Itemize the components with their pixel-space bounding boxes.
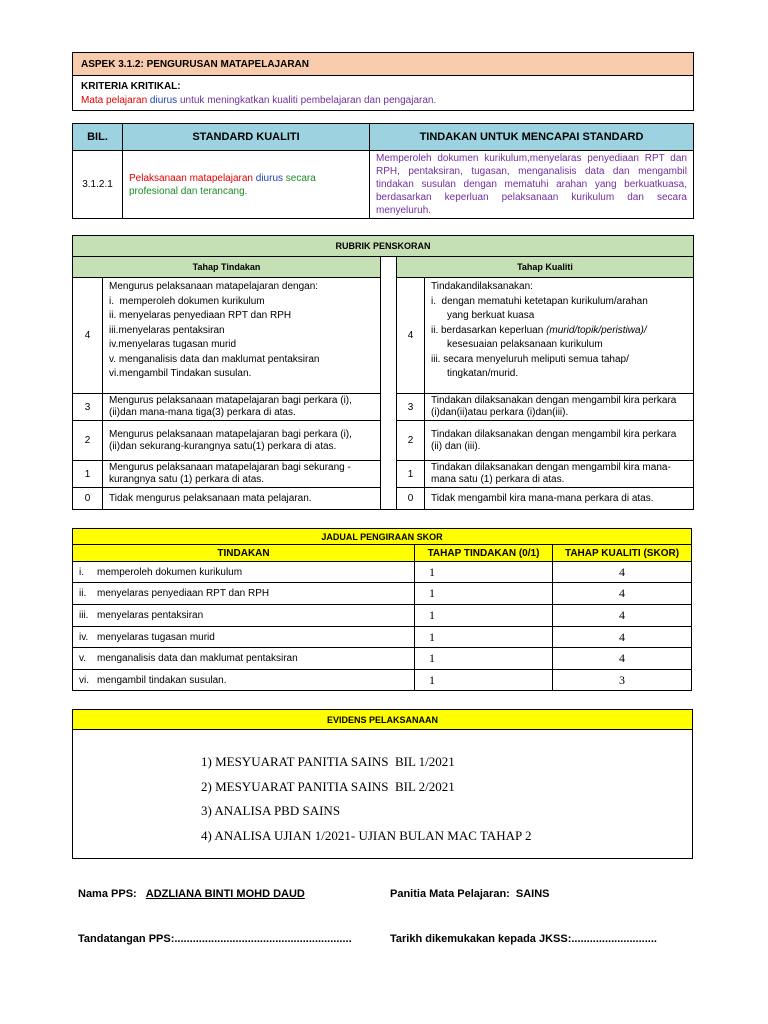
jadual-kualiti-value: 4 — [553, 562, 692, 583]
rubrik-kualiti-item: kesesuaian pelaksanaan kurikulum — [447, 339, 603, 350]
evidens-item: 2) MESYUARAT PANITIA SAINS BIL 2/2021 — [201, 778, 455, 794]
rubrik-score: 4 — [73, 278, 103, 394]
jadual-kualiti-value: 3 — [553, 670, 692, 691]
rubrik-col-kualiti: Tahap Kualiti — [397, 257, 694, 278]
jadual-row — [73, 627, 692, 648]
standard-bil: 3.1.2.1 — [73, 151, 123, 219]
jadual-kualiti-value: 4 — [553, 648, 692, 670]
standard-text — [123, 151, 370, 219]
rubrik-score: 2 — [397, 421, 425, 461]
jadual-num: ii. — [79, 588, 87, 599]
jadual-label: menganalisis data dan maklumat pentaksiran — [97, 653, 298, 664]
rubrik-kualiti-italic: (murid/topik/peristiwa)/ — [543, 324, 647, 336]
header-bil: BIL. — [73, 124, 123, 151]
jadual-kualiti-value: 4 — [553, 627, 692, 648]
jadual-title: JADUAL PENGIRAAN SKOR — [73, 529, 692, 545]
rubrik-kualiti-item: i. dengan mematuhi ketetapan kurikulum/arahan — [431, 295, 648, 307]
rubrik-kualiti-intro: Tindakandilaksanakan: — [431, 281, 533, 292]
evidens-title: EVIDENS PELAKSANAAN — [73, 710, 693, 730]
jadual-num: vi. — [79, 674, 89, 686]
jadual-tindakan-value: 1 — [415, 627, 553, 648]
tandatangan-pps: Tandatangan PPS:.......................................................... — [78, 933, 352, 945]
jadual-row — [73, 605, 692, 627]
jadual-header-tahap-kualiti: TAHAP KUALITI (SKOR) — [553, 545, 692, 562]
kriteria-cell — [73, 76, 694, 111]
header-standard: STANDARD KUALITI — [123, 124, 370, 151]
standard-table — [72, 123, 694, 219]
standard-part2: diurus — [252, 172, 286, 184]
jadual-tindakan-value: 1 — [415, 648, 553, 670]
rubrik-score: 4 — [397, 278, 425, 394]
rubrik-tindakan-item: vi.mengambil Tindakan susulan. — [109, 368, 252, 379]
standard-part3: secara profesional dan terancang. — [129, 172, 316, 197]
rubrik-kualiti-item: iii. secara menyeluruh meliputi semua tahap/ — [431, 353, 629, 365]
kriteria-label: KRITERIA KRITIKAL: — [81, 80, 181, 92]
rubrik-tindakan-item: i. memperoleh dokumen kurikulum — [109, 295, 265, 307]
jadual-label: mengambil tindakan susulan. — [97, 674, 227, 686]
jadual-num: i. — [79, 566, 84, 578]
jadual-table — [72, 528, 692, 691]
rubrik-score: 0 — [397, 488, 425, 510]
jadual-header-tindakan: TINDAKAN — [73, 545, 415, 562]
rubrik-tindakan-item: iii.menyelaras pentaksiran — [109, 324, 225, 336]
jadual-header-tahap-tindakan: TAHAP TINDAKAN (0/1) — [415, 545, 553, 562]
panitia-label: Panitia Mata Pelajaran: — [390, 888, 510, 900]
jadual-num: v. — [79, 653, 87, 664]
jadual-tindakan-value: 1 — [415, 605, 553, 627]
jadual-num: iii. — [79, 610, 89, 621]
jadual-row — [73, 648, 692, 670]
rubrik-kualiti-item-ii — [431, 324, 687, 339]
kriteria-text — [81, 95, 693, 106]
rubrik-kualiti: Tidak mengambil kira mana-mana perkara di atas. — [425, 488, 694, 510]
rubrik-kualiti: Tindakan dilaksanakan dengan mengambil kira perkara (i)dan(ii)atau perkara (i)dan(iii). — [425, 394, 694, 421]
jadual-kualiti-value: 4 — [553, 583, 692, 605]
tindakan-text: Memperoleh dokumen kurikulum,menyelaras penyediaan RPT dan RPH, pentaksiran, tugasan, menganalisis data dan mengambil tindakan susulan dengan mematuhi arahan yang berkuatkuasa, berdasarkan keperluan pelaksanaan kurikulum dan secara menyeluruh. — [370, 151, 694, 219]
rubrik-tindakan-intro: Mengurus pelaksanaan matapelajaran dengan: — [109, 281, 319, 292]
rubrik-tindakan: Mengurus pelaksanaan matapelajaran bagi sekurang -kurangnya satu (1) perkara di atas. — [103, 461, 381, 488]
rubrik-score: 3 — [397, 394, 425, 421]
rubrik-tindakan: Mengurus pelaksanaan matapelajaran bagi perkara (i), (ii)dan sekurang-kurangnya satu(1) perkara di atas. — [103, 421, 381, 461]
panitia — [390, 888, 550, 900]
rubrik-tindakan-4 — [103, 278, 381, 394]
nama-value: ADZLIANA BINTI MOHD DAUD — [145, 888, 305, 900]
evidens-item: 1) MESYUARAT PANITIA SAINS BIL 1/2021 — [201, 754, 455, 769]
panitia-value: SAINS — [515, 888, 550, 900]
evidens-item: 3) ANALISA PBD SAINS — [201, 803, 341, 818]
nama-label: Nama PPS: — [78, 888, 137, 900]
evidens-body — [73, 730, 693, 859]
rubrik-score: 1 — [73, 461, 103, 488]
rubrik-score: 1 — [397, 461, 425, 488]
jadual-label: menyelaras tugasan murid — [97, 631, 215, 643]
aspek-table — [72, 52, 694, 111]
rubrik-score: 2 — [73, 421, 103, 461]
jadual-row — [73, 670, 692, 691]
rubrik-kualiti-ii-text: ii. berdasarkan keperluan — [431, 324, 544, 336]
jadual-row — [73, 583, 692, 605]
standard-part1: Pelaksanaan matapelajaran — [129, 172, 253, 184]
rubrik-score: 3 — [73, 394, 103, 421]
evidens-table — [72, 709, 693, 859]
rubrik-tindakan: Tidak mengurus pelaksanaan mata pelajaran. — [103, 488, 381, 510]
kriteria-part1: Mata pelajaran — [81, 94, 148, 106]
rubrik-kualiti-item: tingkatan/murid. — [447, 368, 519, 379]
header-tindakan: TINDAKAN UNTUK MENCAPAI STANDARD — [370, 124, 694, 151]
rubrik-title: RUBRIK PENSKORAN — [73, 236, 694, 257]
jadual-label: memperoleh dokumen kurikulum — [97, 566, 243, 578]
rubrik-gap — [381, 257, 397, 510]
rubrik-table — [72, 235, 694, 510]
jadual-kualiti-value: 4 — [553, 605, 692, 627]
tarikh-dikemukakan: Tarikh dikemukakan kepada JKSS:............................ — [390, 933, 657, 945]
rubrik-tindakan-item: iv.menyelaras tugasan murid — [109, 339, 237, 350]
rubrik-col-tindakan: Tahap Tindakan — [73, 257, 381, 278]
jadual-num: iv. — [79, 631, 89, 643]
rubrik-kualiti: Tindakan dilaksanakan dengan mengambil kira perkara (ii) dan (iii). — [425, 421, 694, 461]
jadual-label: menyelaras penyediaan RPT dan RPH — [97, 588, 270, 599]
rubrik-score: 0 — [73, 488, 103, 510]
rubrik-tindakan-item: v. menganalisis data dan maklumat pentaksiran — [109, 353, 320, 365]
jadual-tindakan-value: 1 — [415, 562, 553, 583]
jadual-label: menyelaras pentaksiran — [97, 610, 204, 621]
rubrik-tindakan-item: ii. menyelaras penyediaan RPT dan RPH — [109, 310, 292, 321]
aspek-title: ASPEK 3.1.2: PENGURUSAN MATAPELAJARAN — [73, 53, 694, 76]
jadual-tindakan-value: 1 — [415, 583, 553, 605]
evidens-item: 4) ANALISA UJIAN 1/2021- UJIAN BULAN MAC TAHAP 2 — [201, 827, 532, 843]
rubrik-kualiti-4 — [425, 278, 694, 394]
rubrik-kualiti-item: yang berkuat kuasa — [447, 310, 535, 321]
kriteria-part2: diurus — [147, 94, 180, 106]
kriteria-part3: untuk meningkatkan kualiti pembelajaran dan pengajaran. — [179, 94, 437, 106]
jadual-row — [73, 562, 692, 583]
nama-pps — [78, 888, 305, 900]
rubrik-kualiti: Tindakan dilaksanakan dengan mengambil kira mana-mana satu (1) perkara di atas. — [425, 461, 694, 488]
jadual-tindakan-value: 1 — [415, 670, 553, 691]
rubrik-tindakan: Mengurus pelaksanaan matapelajaran bagi perkara (i), (ii)dan mana-mana tiga(3) perkara di atas. — [103, 394, 381, 421]
